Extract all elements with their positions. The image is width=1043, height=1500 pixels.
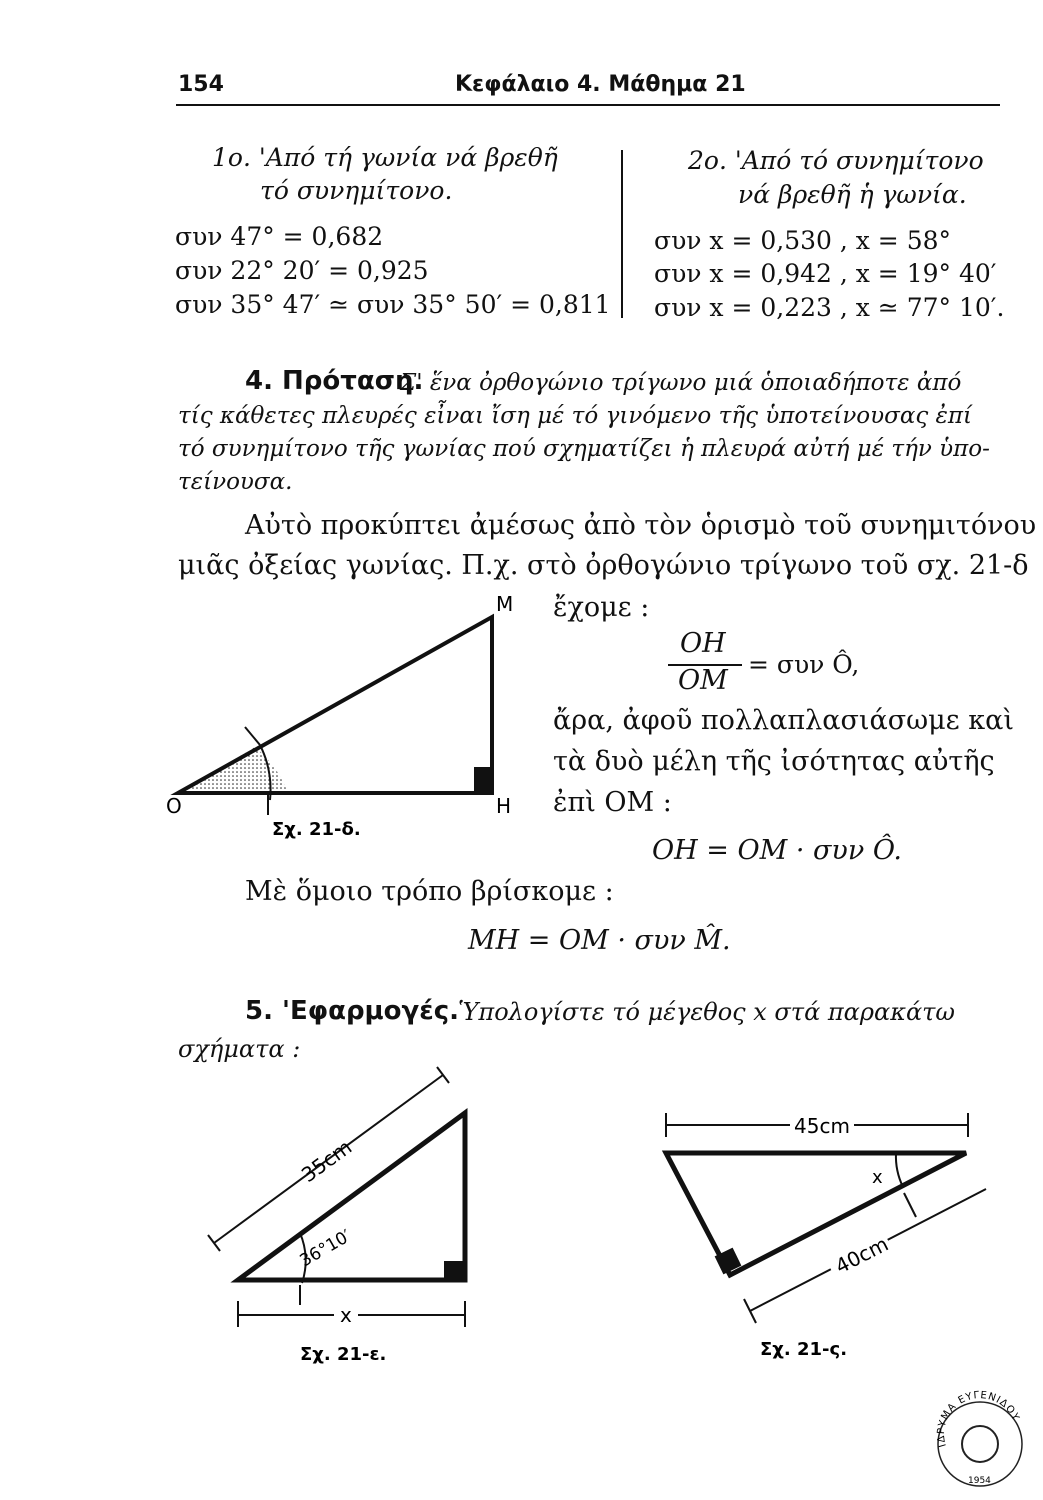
caption-21e: Σχ. 21-ε.: [300, 1344, 387, 1365]
figure-21s: [650, 1105, 990, 1365]
proposition-title: 4. Πρόταση.: [245, 366, 424, 396]
col2-heading-1: 2ο. 'Από τό συνημίτονο: [688, 146, 984, 175]
after-line-1: ἄρα, ἀφοῦ πολλαπλασιάσωμε καὶ: [553, 705, 1014, 736]
col1-heading-2: τό συνημίτονο.: [260, 176, 453, 205]
fraction-rhs: = συν Ô,: [748, 650, 860, 679]
right-angle-mark-e: [444, 1261, 465, 1280]
right-angle-mark: [474, 767, 492, 793]
angle-arrow-s: [904, 1193, 916, 1217]
explanation-line-2: μιᾶς ὀξείας γωνίας. Π.χ. στὸ ὀρθογώνιο τρίγωνο τοῦ σχ. 21-δ: [178, 550, 1029, 581]
proposition-line-3: τό συνημίτονο τῆς γωνίας πού σχηματίζει ἡ πλευρά αὐτή μέ τήν ὑπο-: [178, 436, 990, 462]
dimension-tick-7: [744, 1299, 756, 1323]
triangle-s: [666, 1153, 966, 1275]
applications-text-2: σχήματα :: [178, 1035, 301, 1063]
x-label-s: x: [872, 1167, 883, 1188]
figure-21e: [200, 1065, 500, 1365]
explanation-line-1: Αὐτὸ προκύπτει ἀμέσως ἀπὸ τὸν ὁρισμὸ τοῦ συνημιτόνου: [245, 510, 1037, 541]
col2-heading-2: νά βρεθῆ ἡ γωνία.: [738, 180, 967, 209]
seal-year: 1954: [968, 1476, 991, 1486]
equation-mh: MH = OM · συν M̂.: [468, 925, 731, 956]
fraction-denominator: OM: [678, 665, 728, 696]
label-h: H: [496, 794, 512, 818]
header-rule: [176, 104, 1000, 106]
dimension-tick-2: [437, 1067, 449, 1083]
seal-text: ΙΔΡΥΜΑ ΕΥΓΕΝΙΔΟΥ: [935, 1390, 1022, 1449]
angle-arc-s: [896, 1153, 903, 1187]
foundation-seal: [930, 1390, 1030, 1490]
after-line-2: τὰ δυὸ μέλη τῆς ἰσότητας αὐτῆς: [553, 746, 995, 777]
x-label-e: x: [340, 1303, 352, 1327]
similarly-text: Μὲ ὅμοιο τρόπο βρίσκομε :: [245, 876, 614, 907]
applications-title: 5. 'Εφαρμογές.: [245, 996, 460, 1026]
col1-row-1: συν 47° = 0,682: [175, 222, 384, 251]
proposition-line-4: τείνουσα.: [178, 469, 293, 495]
triangle-e: [238, 1113, 465, 1280]
hyp-label: 35cm: [296, 1134, 357, 1188]
seal-inner-ring: [962, 1426, 998, 1462]
caption-21d: Σχ. 21-δ.: [272, 819, 361, 840]
side-label: 40cm: [831, 1231, 893, 1279]
figure-21d: [160, 595, 540, 855]
proposition-line-2: τίς κάθετες πλευρές εἶναι ἴση μέ τό γινόμενο τῆς ὑποτείνουσας ἐπί: [178, 403, 973, 429]
label-o: O: [166, 794, 182, 818]
label-m: M: [496, 595, 514, 616]
col1-heading-1: 1ο. 'Από τή γωνία νά βρεθῆ: [212, 143, 558, 172]
fraction-numerator: OH: [680, 628, 726, 659]
we-have-text: ἔχομε :: [553, 592, 650, 623]
caption-21s: Σχ. 21-ς.: [760, 1339, 848, 1360]
col1-row-2: συν 22° 20′ = 0,925: [175, 256, 429, 285]
dimension-tick-1: [208, 1235, 220, 1251]
equation-oh: OH = OM · συν Ô.: [652, 835, 902, 866]
col1-row-3: συν 35° 47′ ≃ συν 35° 50′ = 0,811: [175, 290, 611, 319]
triangle-omh: [178, 617, 492, 793]
angle-arrow-top: [245, 727, 260, 745]
column-divider: [621, 150, 623, 318]
chapter-title: Κεφάλαιο 4. Μάθημα 21: [455, 72, 746, 97]
after-line-3: ἐπὶ OM :: [553, 787, 672, 818]
col2-row-3: συν x = 0,223 , x ≃ 77° 10′.: [654, 293, 1005, 322]
angle-label: 36°10′: [296, 1226, 355, 1272]
page-number: 154: [178, 72, 224, 97]
col2-row-1: συν x = 0,530 , x = 58°: [654, 226, 952, 255]
applications-text: Ὑπολογίστε τό μέγεθος x στά παρακάτω: [458, 998, 955, 1026]
col2-row-2: συν x = 0,942 , x = 19° 40′: [654, 259, 997, 288]
proposition-line-1: Σ' ἕνα ὀρθογώνιο τρίγωνο μιά ὁποιαδήποτε ἀπό: [400, 370, 962, 396]
top-label: 45cm: [794, 1114, 850, 1138]
